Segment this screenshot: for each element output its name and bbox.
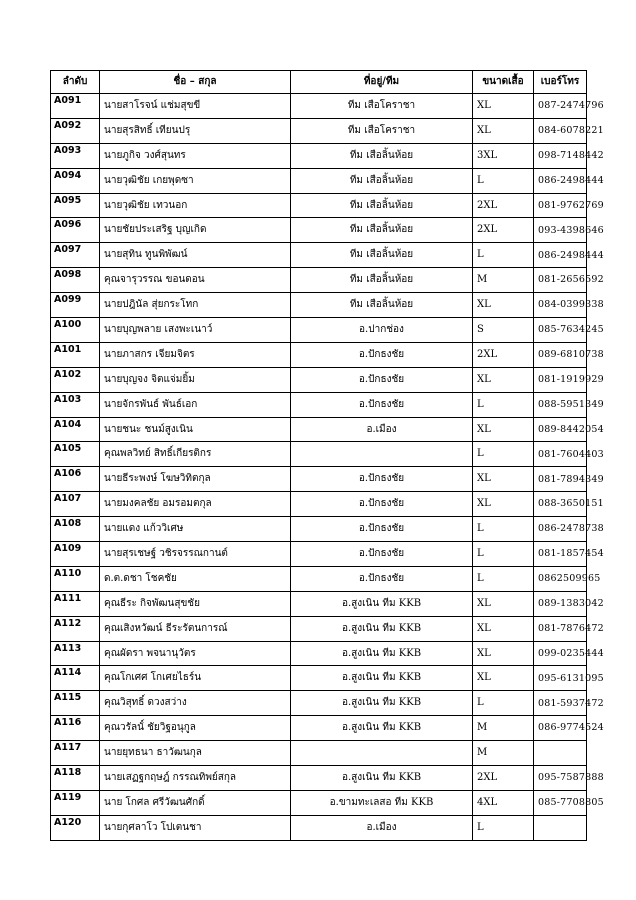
cell-address: อ.ปักธงชัย bbox=[291, 492, 473, 517]
cell-name: นายภูกิจ วงศ์สุนทร bbox=[100, 143, 291, 168]
cell-address: ทีม เสือลิ้นห้อย bbox=[291, 143, 473, 168]
cell-shirt-size: XL bbox=[473, 94, 534, 119]
cell-shirt-size: L bbox=[473, 815, 534, 840]
table-row bbox=[51, 467, 587, 492]
cell-phone bbox=[534, 741, 587, 766]
cell-shirt-size: XL bbox=[473, 367, 534, 392]
cell-name: นายบุญพลาย เสงพะเนาว์ bbox=[100, 318, 291, 343]
cell-phone: 086-9774524 bbox=[534, 716, 587, 741]
cell-name: คุณโกเศศ โกเศยไธร์น bbox=[100, 666, 291, 691]
cell-shirt-size: M bbox=[473, 268, 534, 293]
cell-phone: 081-1857454 bbox=[534, 542, 587, 567]
cell-name: นายภาสกร เจียมจิตร bbox=[100, 342, 291, 367]
cell-order: A115 bbox=[51, 691, 100, 716]
cell-address: อ.สูงเนิน ทีม KKB bbox=[291, 641, 473, 666]
cell-name: นายเสฏฐกฤษฎ์ กรรณทิพย์สกุล bbox=[100, 766, 291, 791]
table-row bbox=[51, 616, 587, 641]
cell-address: อ.ขามทะเลสอ ทีม KKB bbox=[291, 790, 473, 815]
cell-order: A107 bbox=[51, 492, 100, 517]
cell-shirt-size: XL bbox=[473, 591, 534, 616]
cell-shirt-size: XL bbox=[473, 417, 534, 442]
cell-address: ทีม เสือลิ้นห้อย bbox=[291, 218, 473, 243]
cell-name: นายชัยประเสริฐ บุญเกิด bbox=[100, 218, 291, 243]
cell-name: นายบุญจง จิตแจ่มยิ้ม bbox=[100, 367, 291, 392]
table-row bbox=[51, 566, 587, 591]
participant-table bbox=[50, 70, 604, 841]
table-row bbox=[51, 268, 587, 293]
table-row bbox=[51, 641, 587, 666]
cell-phone: 081-7894349 bbox=[534, 467, 587, 492]
table-row bbox=[51, 342, 587, 367]
cell-name: คุณเสิงหวัฒน์ ธีระรัตนการณ์ bbox=[100, 616, 291, 641]
cell-address: อ.สูงเนิน ทีม KKB bbox=[291, 591, 473, 616]
table-row bbox=[51, 517, 587, 542]
cell-address: อ.ปักธงชัย bbox=[291, 392, 473, 417]
cell-name: นายธีระพงษ์ โฆษวิทิตกุล bbox=[100, 467, 291, 492]
cell-address: ทีม เสือโคราชา bbox=[291, 118, 473, 143]
header-shirt-size: ขนาดเสื้อ bbox=[473, 71, 534, 94]
cell-phone: 085-7708805 bbox=[534, 790, 587, 815]
cell-address: อ.ปากช่อง bbox=[291, 318, 473, 343]
cell-phone: 085-7634245 bbox=[534, 318, 587, 343]
cell-order: A109 bbox=[51, 542, 100, 567]
cell-order: A120 bbox=[51, 815, 100, 840]
cell-phone: 088-3650151 bbox=[534, 492, 587, 517]
table-row bbox=[51, 94, 587, 119]
table-row bbox=[51, 293, 587, 318]
cell-address: อ.สูงเนิน ทีม KKB bbox=[291, 616, 473, 641]
cell-order: A093 bbox=[51, 143, 100, 168]
table-row bbox=[51, 392, 587, 417]
table-row bbox=[51, 118, 587, 143]
cell-name: คุณธีระ กิจพัฒนสุขชัย bbox=[100, 591, 291, 616]
cell-order: A106 bbox=[51, 467, 100, 492]
cell-name: นายยุทธนา ธาวัฒนกุล bbox=[100, 741, 291, 766]
cell-name: นายชนะ ชนม์สูงเนิน bbox=[100, 417, 291, 442]
cell-phone bbox=[534, 815, 587, 840]
cell-name: คุณวิสุทธิ์ ดวงสว่าง bbox=[100, 691, 291, 716]
table-row bbox=[51, 741, 587, 766]
cell-order: A101 bbox=[51, 342, 100, 367]
cell-name: นายวุฒิชัย เทวนอก bbox=[100, 193, 291, 218]
cell-name: นายแดง แก้ววิเศษ bbox=[100, 517, 291, 542]
cell-order: A099 bbox=[51, 293, 100, 318]
cell-phone: 081-5937472 bbox=[534, 691, 587, 716]
header-address: ที่อยู่/ทีม bbox=[291, 71, 473, 94]
cell-name: นายวุฒิชัย เกยพุดซา bbox=[100, 168, 291, 193]
cell-order: A116 bbox=[51, 716, 100, 741]
cell-phone: 088-5951349 bbox=[534, 392, 587, 417]
cell-shirt-size: 2XL bbox=[473, 342, 534, 367]
cell-shirt-size: L bbox=[473, 392, 534, 417]
cell-name: นายจักรพันธ์ พันธ์เอก bbox=[100, 392, 291, 417]
cell-address: อ.ปักธงชัย bbox=[291, 566, 473, 591]
cell-order: A097 bbox=[51, 243, 100, 268]
cell-shirt-size: M bbox=[473, 716, 534, 741]
cell-order: A105 bbox=[51, 442, 100, 467]
table-row bbox=[51, 790, 587, 815]
table-row bbox=[51, 193, 587, 218]
cell-order: A098 bbox=[51, 268, 100, 293]
cell-name: นายกุศลาโว โปเตนชา bbox=[100, 815, 291, 840]
cell-order: A110 bbox=[51, 566, 100, 591]
header-phone: เบอร์โทร bbox=[534, 71, 587, 94]
cell-order: A096 bbox=[51, 218, 100, 243]
cell-address: อ.สูงเนิน ทีม KKB bbox=[291, 691, 473, 716]
cell-order: A104 bbox=[51, 417, 100, 442]
cell-phone: 081-9762769 bbox=[534, 193, 587, 218]
cell-shirt-size: L bbox=[473, 442, 534, 467]
table-row bbox=[51, 691, 587, 716]
cell-phone: 084-6078221 bbox=[534, 118, 587, 143]
cell-name: นายสาโรจน์ แช่มสุขขี bbox=[100, 94, 291, 119]
table-row bbox=[51, 367, 587, 392]
cell-shirt-size: L bbox=[473, 542, 534, 567]
cell-order: A095 bbox=[51, 193, 100, 218]
cell-phone: 086-2498444 bbox=[534, 243, 587, 268]
cell-shirt-size: 2XL bbox=[473, 193, 534, 218]
cell-phone: 098-7148442 bbox=[534, 143, 587, 168]
cell-address: ทีม เสือลิ้นห้อย bbox=[291, 293, 473, 318]
cell-name: นาย โกศล ศรีวัฒนศักดิ์ bbox=[100, 790, 291, 815]
cell-address: อ.ปักธงชัย bbox=[291, 542, 473, 567]
cell-address: อ.สูงเนิน ทีม KKB bbox=[291, 716, 473, 741]
table-row bbox=[51, 492, 587, 517]
cell-name: คุณจารุวรรณ ขอนดอน bbox=[100, 268, 291, 293]
cell-phone: 087-2474796 bbox=[534, 94, 587, 119]
cell-shirt-size: XL bbox=[473, 641, 534, 666]
table-row bbox=[51, 815, 587, 840]
table-body bbox=[51, 94, 604, 841]
table-row bbox=[51, 318, 587, 343]
cell-shirt-size: 4XL bbox=[473, 790, 534, 815]
cell-shirt-size: 2XL bbox=[473, 218, 534, 243]
cell-phone: 086-2498444 bbox=[534, 168, 587, 193]
cell-address: ทีม เสือลิ้นห้อย bbox=[291, 193, 473, 218]
cell-address: อ.ปักธงชัย bbox=[291, 367, 473, 392]
cell-order: A091 bbox=[51, 94, 100, 119]
cell-shirt-size: XL bbox=[473, 293, 534, 318]
cell-address: อ.เมือง bbox=[291, 815, 473, 840]
cell-address bbox=[291, 442, 473, 467]
cell-name: คุณพลวิทย์ สิทธิ์เกียรติกร bbox=[100, 442, 291, 467]
cell-phone: 099-0235444 bbox=[534, 641, 587, 666]
table-row bbox=[51, 716, 587, 741]
cell-name: นายสุรสิทธิ์ เทียนปรุ bbox=[100, 118, 291, 143]
cell-phone: 089-8442054 bbox=[534, 417, 587, 442]
table-row bbox=[51, 542, 587, 567]
cell-shirt-size: XL bbox=[473, 616, 534, 641]
cell-shirt-size: 2XL bbox=[473, 766, 534, 791]
cell-name: นายปฎินัล สุ่ยกระโทก bbox=[100, 293, 291, 318]
cell-order: A114 bbox=[51, 666, 100, 691]
cell-order: A113 bbox=[51, 641, 100, 666]
cell-phone: 081-2656592 bbox=[534, 268, 587, 293]
table-header-row bbox=[51, 71, 587, 94]
table-row bbox=[51, 243, 587, 268]
cell-order: A111 bbox=[51, 591, 100, 616]
cell-phone: 081-7876472 bbox=[534, 616, 587, 641]
cell-order: A100 bbox=[51, 318, 100, 343]
cell-phone: 089-6810738 bbox=[534, 342, 587, 367]
cell-address: อ.ปักธงชัย bbox=[291, 342, 473, 367]
cell-shirt-size: L bbox=[473, 566, 534, 591]
cell-address: ทีม เสือลิ้นห้อย bbox=[291, 168, 473, 193]
cell-shirt-size: L bbox=[473, 517, 534, 542]
cell-address: อ.เมือง bbox=[291, 417, 473, 442]
table-row bbox=[51, 666, 587, 691]
cell-order: A092 bbox=[51, 118, 100, 143]
cell-shirt-size: XL bbox=[473, 467, 534, 492]
header-order: ลำดับ bbox=[51, 71, 100, 94]
cell-name: คุณผัดรา พจนานุวัตร bbox=[100, 641, 291, 666]
cell-shirt-size: XL bbox=[473, 666, 534, 691]
cell-phone: 0862509965 bbox=[534, 566, 587, 591]
cell-address: อ.ปักธงชัย bbox=[291, 517, 473, 542]
cell-phone: 081-7604403 bbox=[534, 442, 587, 467]
cell-order: A118 bbox=[51, 766, 100, 791]
cell-order: A094 bbox=[51, 168, 100, 193]
cell-shirt-size: 3XL bbox=[473, 143, 534, 168]
table-row bbox=[51, 766, 587, 791]
cell-order: A103 bbox=[51, 392, 100, 417]
cell-name: นายสุทิน ทูนพิพัฒน์ bbox=[100, 243, 291, 268]
cell-address: อ.ปักธงชัย bbox=[291, 467, 473, 492]
cell-address: อ.สูงเนิน ทีม KKB bbox=[291, 766, 473, 791]
cell-address: ทีม เสือโคราชา bbox=[291, 94, 473, 119]
table-row bbox=[51, 218, 587, 243]
cell-shirt-size: M bbox=[473, 741, 534, 766]
table-row bbox=[51, 143, 587, 168]
cell-phone: 086-2478738 bbox=[534, 517, 587, 542]
cell-address bbox=[291, 741, 473, 766]
cell-address: อ.สูงเนิน ทีม KKB bbox=[291, 666, 473, 691]
cell-shirt-size: XL bbox=[473, 118, 534, 143]
cell-order: A112 bbox=[51, 616, 100, 641]
cell-phone: 081-1919929 bbox=[534, 367, 587, 392]
cell-name: คุณวรัลนั์ ชัยวิฐอนุกูล bbox=[100, 716, 291, 741]
cell-order: A108 bbox=[51, 517, 100, 542]
table-row bbox=[51, 417, 587, 442]
table-row bbox=[51, 591, 587, 616]
cell-order: A117 bbox=[51, 741, 100, 766]
cell-phone: 089-1383042 bbox=[534, 591, 587, 616]
cell-phone: 095-7587888 bbox=[534, 766, 587, 791]
cell-phone: 093-4398646 bbox=[534, 218, 587, 243]
cell-shirt-size: S bbox=[473, 318, 534, 343]
cell-name: นายมงคลชัย อมรอมตกุล bbox=[100, 492, 291, 517]
cell-shirt-size: L bbox=[473, 243, 534, 268]
cell-address: ทีม เสือลิ้นห้อย bbox=[291, 243, 473, 268]
cell-phone: 084-0399338 bbox=[534, 293, 587, 318]
cell-name: นายสุรเชษฐ์ วชิรจรรณกานต์ bbox=[100, 542, 291, 567]
header-name: ชื่อ – สกุล bbox=[100, 71, 291, 94]
table-row bbox=[51, 442, 587, 467]
cell-address: ทีม เสือลิ้นห้อย bbox=[291, 268, 473, 293]
cell-shirt-size: L bbox=[473, 168, 534, 193]
cell-phone: 095-6131095 bbox=[534, 666, 587, 691]
table-row bbox=[51, 168, 587, 193]
cell-order: A119 bbox=[51, 790, 100, 815]
cell-shirt-size: L bbox=[473, 691, 534, 716]
cell-shirt-size: XL bbox=[473, 492, 534, 517]
cell-order: A102 bbox=[51, 367, 100, 392]
cell-name: ด.ต.ดชา โชคชัย bbox=[100, 566, 291, 591]
